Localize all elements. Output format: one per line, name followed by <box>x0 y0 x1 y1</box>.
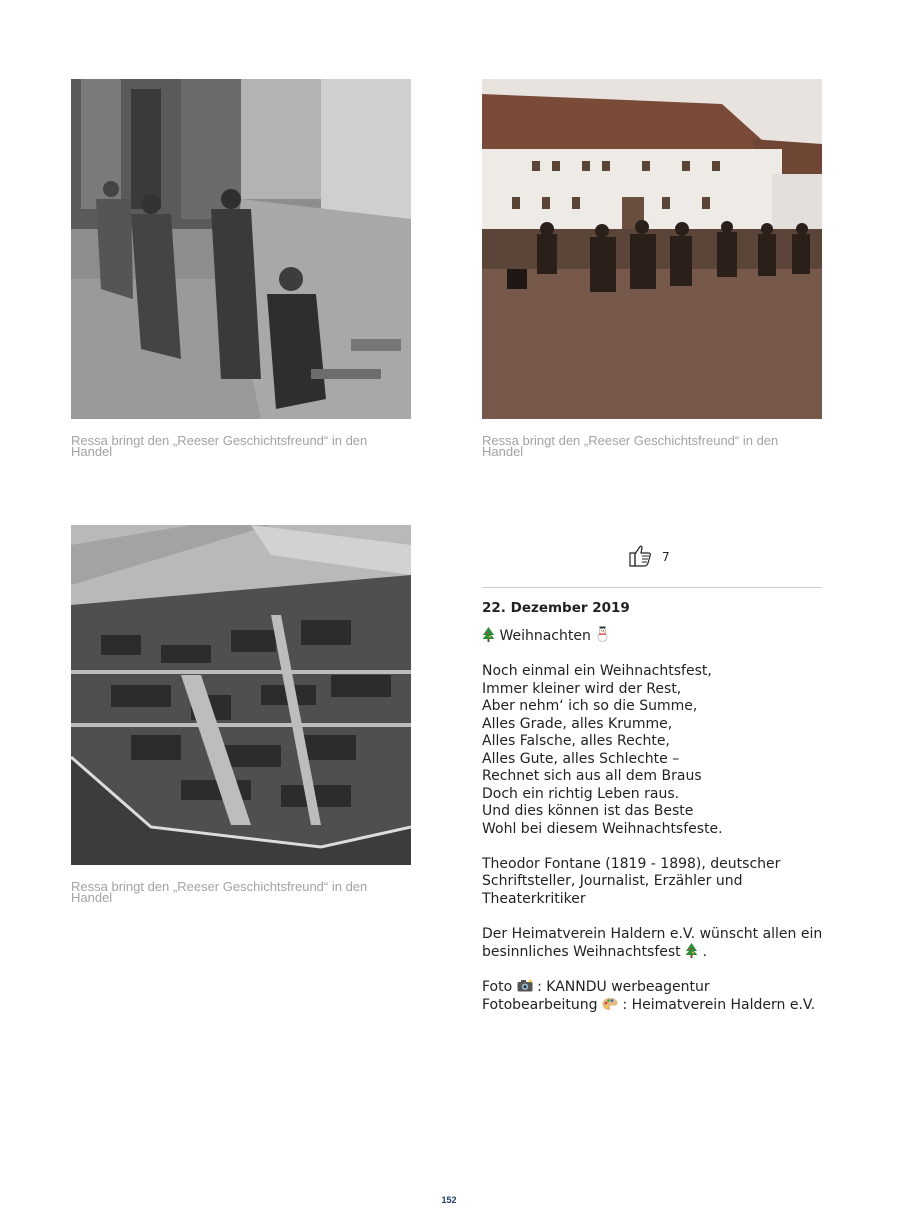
poem-line: Rechnet sich aus all dem Braus <box>482 768 702 784</box>
post-divider <box>482 587 822 588</box>
photo-caption: Ressa bringt den „Reeser Geschichtsfreund“ in den Handel <box>71 879 368 905</box>
photo-aerial-town <box>71 525 411 865</box>
photo-aerial-town-image <box>71 525 411 865</box>
greeting-line: besinnliches Weihnachtsfest . <box>482 944 708 960</box>
author-line: Theaterkritiker <box>482 890 586 907</box>
greeting-line: Der Heimatverein Haldern e.V. wünscht allen ein <box>482 925 823 942</box>
post-title <box>482 626 832 646</box>
like-count: 7 <box>662 550 670 564</box>
like-row <box>628 543 670 571</box>
credit-edit-label: Fotobearbeitung <box>482 996 598 1013</box>
credit-photo-value: : KANNDU werbeagentur <box>537 979 710 995</box>
poem-line: Alles Falsche, alles Rechte, <box>482 733 670 749</box>
snowman-icon <box>595 628 610 644</box>
post-date: 22. Dezember 2019 <box>482 600 630 616</box>
poem-line: Alles Gute, alles Schlechte – <box>482 750 680 767</box>
post-title-text: Weihnachten <box>499 627 591 644</box>
poem-line: Noch einmal ein Weihnachtsfest, <box>482 663 712 679</box>
poem-line: Aber nehm‘ ich so die Summe, <box>482 698 698 714</box>
credit-photo-label: Foto <box>482 979 513 995</box>
credit-edit <box>482 997 832 1015</box>
camera-icon <box>517 979 537 995</box>
greeting-text: besinnliches Weihnachtsfest <box>482 944 681 960</box>
poem-line: Alles Grade, alles Krumme, <box>482 715 673 732</box>
page-number: 152 <box>441 1195 457 1205</box>
photo-soldiers-ruins-image <box>71 79 411 419</box>
author-line: Theodor Fontane (1819 - 1898), deutscher <box>482 855 781 872</box>
poem <box>482 663 832 838</box>
credit-edit-value: : Heimatverein Haldern e.V. <box>622 996 816 1013</box>
poem-line: Immer kleiner wird der Rest, <box>482 680 682 697</box>
greeting <box>482 926 832 962</box>
thumbs-up-icon[interactable] <box>628 542 654 572</box>
photo-credits <box>482 979 832 1014</box>
post-body <box>482 600 832 1014</box>
photo-soldiers-ruins <box>71 79 411 419</box>
author-line: Schriftsteller, Journalist, Erzähler und <box>482 873 743 889</box>
credit-photo <box>482 979 832 997</box>
palette-icon <box>602 997 622 1013</box>
poem-line: Doch ein richtig Leben raus. <box>482 785 680 802</box>
photo-children-running-image <box>482 79 822 419</box>
photo-caption: Ressa bringt den „Reeser Geschichtsfreund“ in den Handel <box>71 433 368 459</box>
poem-line: Wohl bei diesem Weihnachtsfeste. <box>482 820 723 837</box>
christmas-tree-icon <box>685 944 702 960</box>
christmas-tree-icon <box>482 628 499 644</box>
author-credit <box>482 856 832 909</box>
photo-children-running <box>482 79 822 419</box>
photo-caption: Ressa bringt den „Reeser Geschichtsfreund“ in den Handel <box>482 433 779 459</box>
poem-line: Und dies können ist das Beste <box>482 803 694 819</box>
